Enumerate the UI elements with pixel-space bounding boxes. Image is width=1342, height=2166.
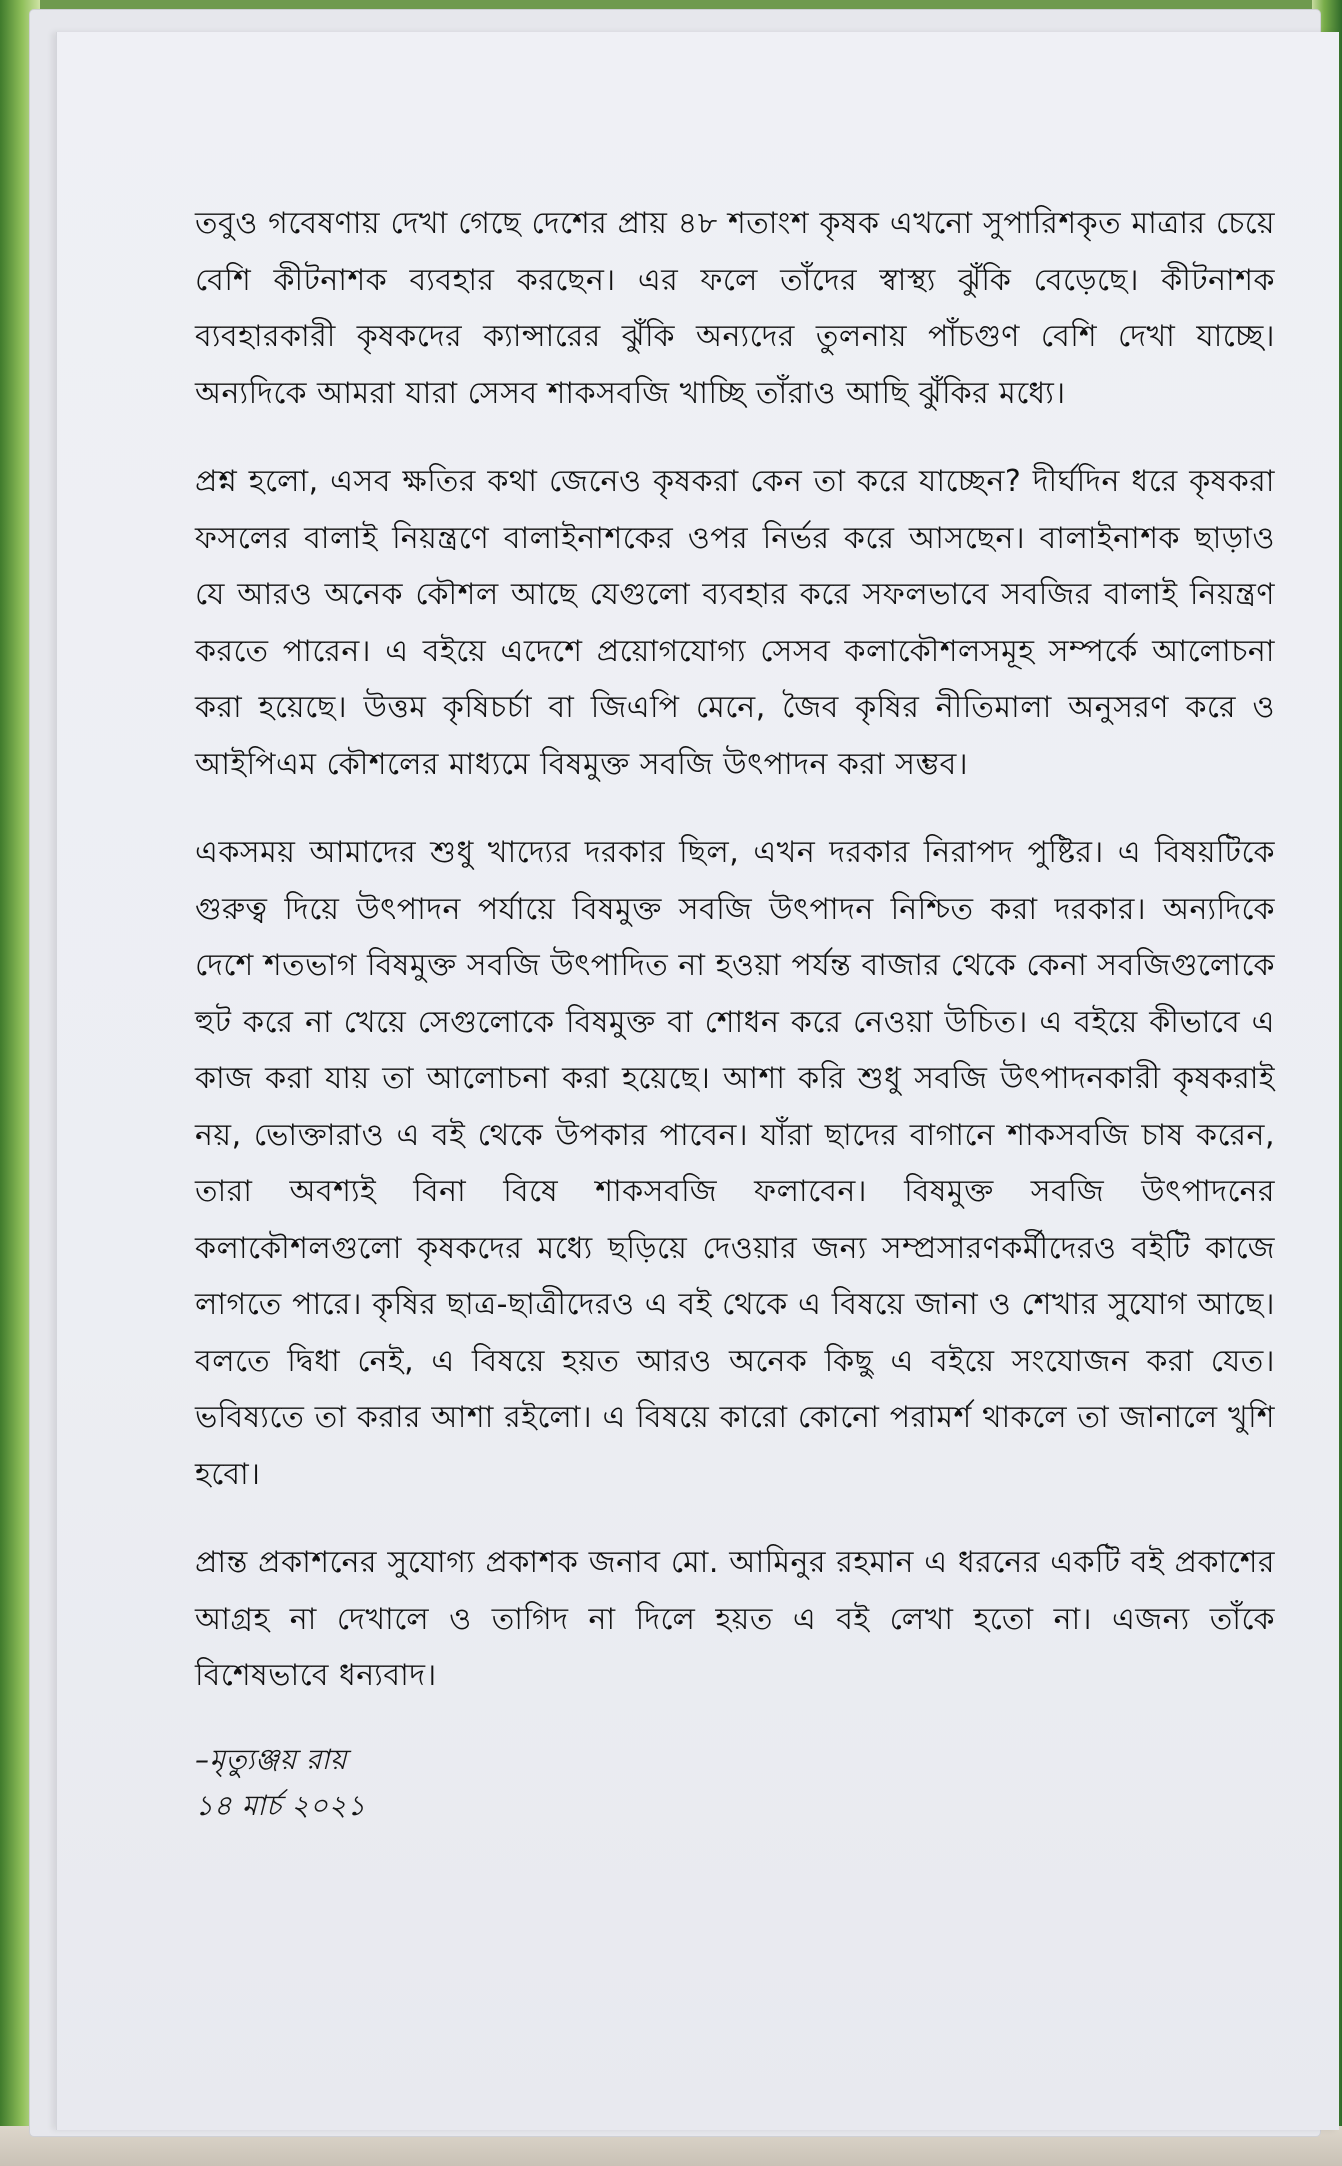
paragraph-pest-control: প্রশ্ন হলো, এসব ক্ষতির কথা জেনেও কৃষকরা কেন তা করে যাচ্ছেন? দীর্ঘদিন ধরে কৃষকরা ফসলের বালাই নিয়ন্ত্রণে বালাইনাশকের ওপর নির্ভর করে আসছেন। বালাইনাশক ছাড়াও যে আরও অনেক কৌশল আছে যেগুলো ব্যবহার করে সফলভাবে সবজির বালাই নিয়ন্ত্রণ করতে পারেন। এ বইয়ে এদেশে প্রয়োগযোগ্য সেসব কলাকৌশলসমূহ সম্পর্কে আলোচনা করা হয়েছে। উত্তম কৃষিচর্চা বা জিএপি মেনে, জৈব কৃষির নীতিমালা অনুসরণ করে ও আইপিএম কৌশলের মাধ্যমে বিষমুক্ত সবজি উৎপাদন করা সম্ভব। <box>195 464 1275 782</box>
author-name: –মৃত্যুঞ্জয় রায় <box>195 1742 348 1776</box>
paragraph-acknowledgement: প্রান্ত প্রকাশনের সুযোগ্য প্রকাশক জনাব মো. আমিনুর রহমান এ ধরনের একটি বই প্রকাশের আগ্রহ না দেখালে ও তাগিদ না দিলে হয়ত এ বই লেখা হতো না। এজন্য তাঁকে বিশেষভাবে ধন্যবাদ। <box>195 1545 1275 1693</box>
signature-block <box>195 1737 1275 1829</box>
signature-date: ১৪ মার্চ ২০২১ <box>195 1788 366 1822</box>
paragraph-safe-nutrition: একসময় আমাদের শুধু খাদ্যের দরকার ছিল, এখন দরকার নিরাপদ পুষ্টির। এ বিষয়টিকে গুরুত্ব দিয়ে উৎপাদন পর্যায়ে বিষমুক্ত সবজি উৎপাদন নিশ্চিত করা দরকার। অন্যদিকে দেশে শতভাগ বিষমুক্ত সবজি উৎপাদিত না হওয়া পর্যন্ত বাজার থেকে কেনা সবজিগুলোকে হুট করে না খেয়ে সেগুলোকে বিষমুক্ত বা শোধন করে নেওয়া উচিত। এ বইয়ে কীভাবে এ কাজ করা যায় তা আলোচনা করা হয়েছে। আশা করি শুধু সবজি উৎপাদনকারী কৃষকরাই নয়, ভোক্তারাও এ বই থেকে উপকার পাবেন। যাঁরা ছাদের বাগানে শাকসবজি চাষ করেন, তারা অবশ্যই বিনা বিষে শাকসবজি ফলাবেন। বিষমুক্ত সবজি উৎপাদনের কলাকৌশলগুলো কৃষকদের মধ্যে ছড়িয়ে দেওয়ার জন্য সম্প্রসারণকর্মীদেরও বইটি কাজে লাগতে পারে। কৃষির ছাত্র-ছাত্রীদেরও এ বই থেকে এ বিষয়ে জানা ও শেখার সুযোগ আছে। বলতে দ্বিধা নেই, এ বিষয়ে হয়ত আরও অনেক কিছু এ বইয়ে সংযোজন করা যেত। ভবিষ্যতে তা করার আশা রইলো। এ বিষয়ে কারো কোনো পরামর্শ থাকলে তা জানালে খুশি হবো। <box>195 835 1275 1492</box>
page-text <box>195 196 1275 1829</box>
paragraph-health-risk: তবুও গবেষণায় দেখা গেছে দেশের প্রায় ৪৮ শতাংশ কৃষক এখনো সুপারিশকৃত মাত্রার চেয়ে বেশি কীটনাশক ব্যবহার করছেন। এর ফলে তাঁদের স্বাস্থ্য ঝুঁকি বেড়েছে। কীটনাশক ব্যবহারকারী কৃষকদের ক্যান্সারের ঝুঁকি অন্যদের তুলনায় পাঁচগুণ বেশি দেখা যাচ্ছে। অন্যদিকে আমরা যারা সেসব শাকসবজি খাচ্ছি তাঁরাও আছি ঝুঁকির মধ্যে। <box>195 206 1275 411</box>
